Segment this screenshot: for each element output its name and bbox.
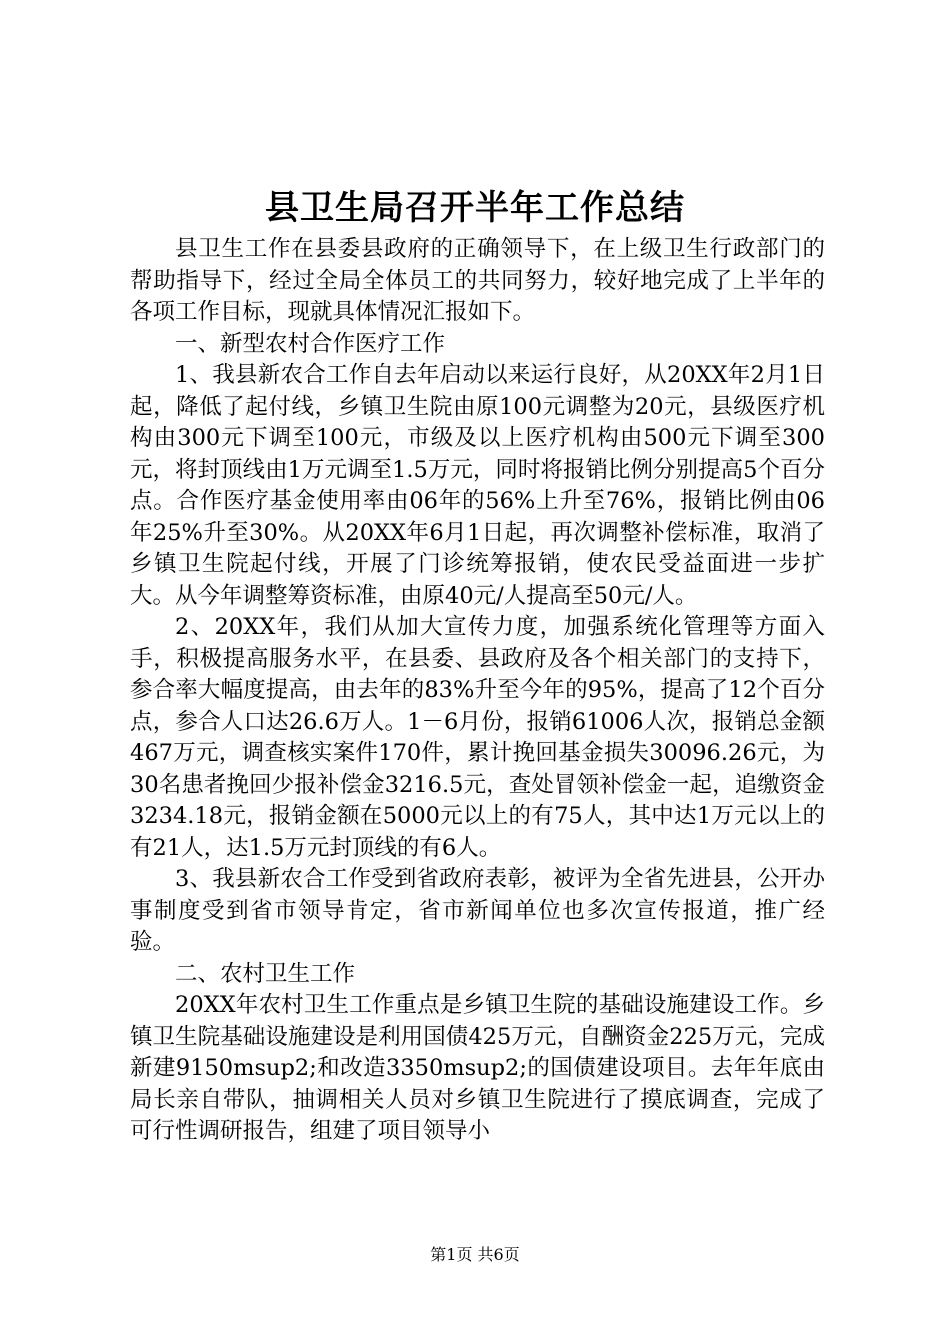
paragraph-item-3: 3、我县新农合工作受到省政府表彰，被评为全省先进县，公开办事制度受到省市领导肯定，省市新闻单位也多次宣传报道，推广经验。 [130, 866, 825, 955]
section-heading-2: 二、农村卫生工作 [175, 960, 356, 987]
section-heading-1: 一、新型农村合作医疗工作 [175, 330, 446, 357]
document-title: 县卫生局召开半年工作总结 [265, 188, 685, 228]
page-footer: 第1页 共6页 [430, 1245, 520, 1264]
paragraph-rural-health: 20XX年农村卫生工作重点是乡镇卫生院的基础设施建设工作。乡镇卫生院基础设施建设是利用国债425万元，自酬资金225万元，完成新建9150msup2;和改造3350msup2;的国债建设项目。去年年底由局长亲自带队，抽调相关人员对乡镇卫生院进行了摸底调查，完成了可行性调研报告，组建了项目领导小 [130, 992, 825, 1144]
paragraph-item-2: 2、20XX年，我们从加大宣传力度，加强系统化管理等方面入手，积极提高服务水平，在县委、县政府及各个相关部门的支持下，参合率大幅度提高，由去年的83%升至今年的95%，提高了12个百分点，参合人口达26.6万人。1－6月份，报销61006人次，报销总金额467万元，调查核实案件170件，累计挽回基金损失30096.26元，为30名患者挽回少报补偿金3216.5元，查处冒领补偿金一起，追缴资金3234.18元，报销金额在5000元以上的有75人，其中达1万元以上的有21人，达1.5万元封顶线的有6人。 [130, 614, 825, 861]
paragraph-item-1: 1、我县新农合工作自去年启动以来运行良好，从20XX年2月1日起，降低了起付线，乡镇卫生院由原100元调整为20元，县级医疗机构由300元下调至100元，市级及以上医疗机构由500元下调至300元，将封顶线由1万元调至1.5万元，同时将报销比例分别提高5个百分点。合作医疗基金使用率由06年的56%上升至76%，报销比例由06年25%升至30%。从20XX年6月1日起，再次调整补偿标准，取消了乡镇卫生院起付线，开展了门诊统筹报销，使农民受益面进一步扩大。从今年调整筹资标准，由原40元/人提高至50元/人。 [130, 362, 825, 609]
paragraph-intro: 县卫生工作在县委县政府的正确领导下，在上级卫生行政部门的帮助指导下，经过全局全体员工的共同努力，较好地完成了上半年的各项工作目标，现就具体情况汇报如下。 [130, 236, 825, 325]
document-body [130, 234, 825, 1148]
